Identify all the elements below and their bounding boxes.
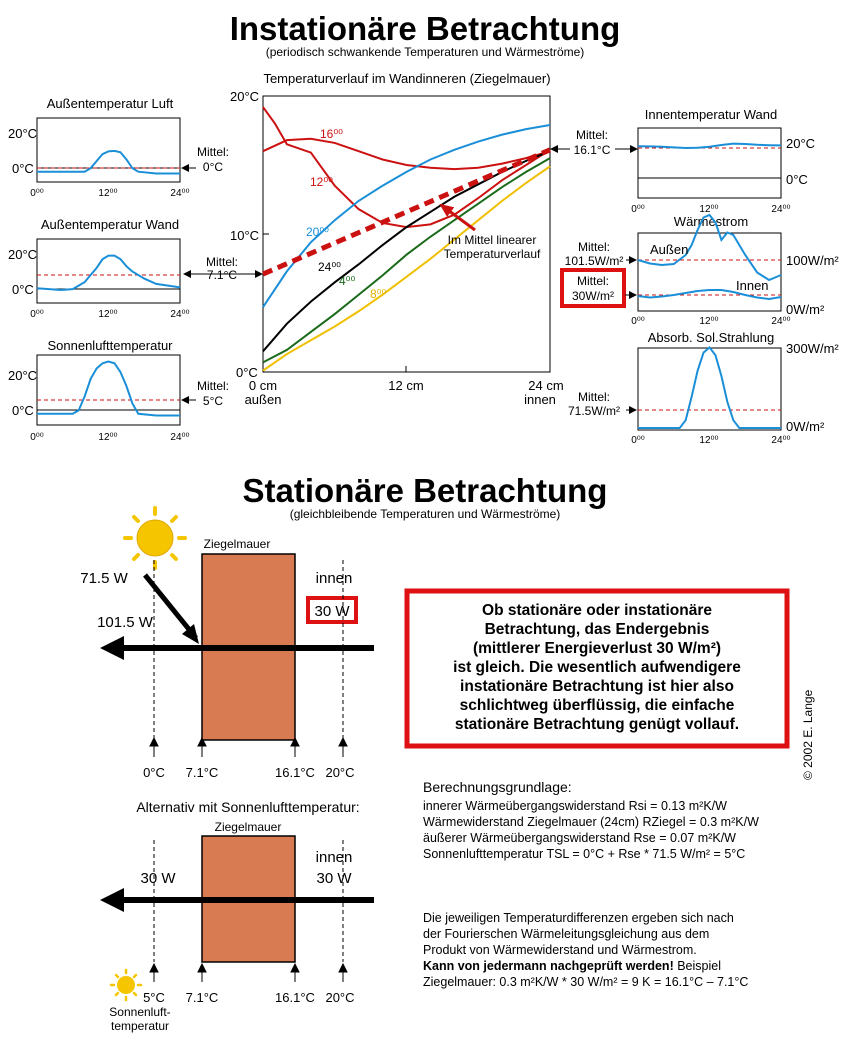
- chart-sonnenluft: [8, 338, 229, 443]
- series-line-1: [263, 107, 550, 227]
- chart-solarstrahlung: [568, 330, 839, 446]
- sun-temp-label: temperatur: [110, 1019, 170, 1033]
- x-tick-label: 24⁰⁰: [771, 435, 791, 446]
- bottom-subtitle: (gleichbleibende Temperaturen und Wärmeströme): [289, 507, 561, 521]
- mean-label: Mittel:: [196, 145, 230, 159]
- mean-label: Mittel:: [577, 240, 611, 254]
- x-tick-label: 24⁰⁰: [170, 309, 190, 320]
- wall-label: Ziegelmauer: [203, 537, 271, 551]
- note-line: Die jeweiligen Temperaturdifferenzen ergeben sich nach: [423, 911, 734, 925]
- x-tick-label: 0 cm: [248, 378, 278, 393]
- x-tick-label: 24⁰⁰: [170, 432, 190, 443]
- note-line: Produkt von Wärmewiderstand und Wärmestrom.: [423, 943, 697, 957]
- chart-title: Außentemperatur Wand: [40, 217, 180, 232]
- calc-line: äußerer Wärmeübergangswiderstand Rse = 0.07 m²K/W: [423, 831, 736, 845]
- x-sub-label: außen: [244, 392, 282, 407]
- calc-line: Wärmewiderstand Ziegelmauer (24cm) RZiegel = 0.3 m²K/W: [423, 815, 759, 829]
- chart-title: Wärmestrom: [673, 214, 749, 229]
- x-tick-label: 24⁰⁰: [170, 188, 190, 199]
- chart-frame: [638, 128, 781, 198]
- curve-label-16: 16⁰⁰: [320, 127, 343, 141]
- y-tick-label: 100W/m²: [786, 253, 839, 268]
- mean-value: 0°C: [202, 160, 224, 174]
- x-sub-label: innen: [524, 392, 556, 407]
- y-tick-label: 20°C: [8, 247, 38, 262]
- note-line: Ziegelmauer: 0.3 m²K/W * 30 W/m² = 9 K = 16.1°C – 7.1°C: [423, 975, 749, 989]
- series-line: [37, 151, 180, 174]
- chart-title: Sonnenlufttemperatur: [47, 338, 173, 353]
- y-tick-label: 0W/m²: [786, 419, 825, 434]
- chart-title: Absorb. Sol.Strahlung: [647, 330, 775, 345]
- small-sun-icon: [111, 970, 141, 1000]
- y-tick-label: 20°C: [230, 89, 260, 104]
- outflow-label: 101.5 W: [97, 614, 153, 631]
- note-rest: Beispiel: [673, 959, 721, 973]
- series-label: Innen: [736, 278, 769, 293]
- curve-label-8: 8⁰⁰: [370, 287, 387, 301]
- mean-value: 30W/m²: [572, 289, 614, 303]
- mean-value: 5°C: [202, 394, 224, 408]
- top-title: Instationäre Betrachtung: [229, 10, 621, 47]
- temp-label: 16.1°C: [275, 990, 315, 1005]
- x-tick-label: 12⁰⁰: [98, 432, 118, 443]
- note-line-bold: [423, 959, 721, 973]
- x-tick-label: 0⁰⁰: [631, 435, 645, 446]
- chart-frame: [638, 348, 781, 430]
- x-tick-label: 12⁰⁰: [699, 435, 719, 446]
- chart-innenwand: [631, 107, 815, 215]
- conclusion-line: stationäre Betrachtung genügt vollauf.: [454, 716, 740, 733]
- y-tick-label: 0°C: [12, 403, 34, 418]
- annotation-line2: Temperaturverlauf: [443, 247, 541, 261]
- solar-label: 71.5 W: [80, 570, 128, 587]
- temp-label: 20°C: [325, 990, 355, 1005]
- temp-label: 0°C: [143, 765, 165, 780]
- note-bold: Kann von jedermann nachgeprüft werden!: [423, 959, 674, 973]
- conclusion-line: instationäre Betrachtung ist hier also: [460, 678, 734, 695]
- explanation-note: [423, 911, 748, 989]
- temp-label: 20°C: [325, 765, 355, 780]
- innen-label: innen: [315, 570, 353, 587]
- annotation-line1: Im Mittel linearer: [447, 233, 537, 247]
- y-tick-label: 0°C: [12, 282, 34, 297]
- x-tick-label: 0⁰⁰: [30, 309, 44, 320]
- curve-label-12: 12⁰⁰: [310, 175, 333, 189]
- x-tick-label: 12⁰⁰: [98, 188, 118, 199]
- calc-line: Sonnenlufttemperatur TSL = 0°C + Rse * 71.5 W/m² = 5°C: [423, 847, 746, 861]
- calc-line: innerer Wärmeübergangswiderstand Rsi = 0.13 m²K/W: [423, 799, 727, 813]
- y-tick-label: 0°C: [236, 365, 258, 380]
- series-line-2: [263, 125, 550, 307]
- temp-label: 7.1°C: [185, 765, 219, 780]
- alt-in-label: 30 W: [316, 870, 352, 887]
- chart-waermestrom: [562, 214, 839, 327]
- x-tick-label: 24 cm: [528, 378, 564, 393]
- y-tick-label: 0W/m²: [786, 302, 825, 317]
- copyright: © 2002 E. Lange: [801, 689, 815, 780]
- conclusion-line: Betrachtung, das Endergebnis: [484, 621, 710, 638]
- x-tick-label: 12⁰⁰: [699, 316, 719, 327]
- mean-value: 101.5W/m²: [564, 254, 624, 268]
- y-tick-label: 20°C: [8, 368, 38, 383]
- mean-label: Mittel:: [577, 390, 611, 404]
- wall-label: Ziegelmauer: [214, 820, 282, 834]
- calculation-basis: [423, 779, 759, 861]
- temp-label: 5°C: [143, 990, 165, 1005]
- mean-value: 71.5W/m²: [567, 404, 621, 418]
- conclusion-line: schlichtweg überflüssig, die einfache: [459, 697, 735, 714]
- curve-label-20: 20⁰⁰: [306, 225, 329, 239]
- x-tick-label: 12⁰⁰: [98, 309, 118, 320]
- calc-title: Berechnungsgrundlage:: [423, 779, 572, 795]
- y-tick-label: 0°C: [12, 161, 34, 176]
- x-tick-label: 12⁰⁰: [699, 204, 719, 215]
- series-line: [638, 144, 781, 148]
- x-tick-label: 0⁰⁰: [30, 188, 44, 199]
- mean-left-value: 7.1°C: [206, 268, 238, 282]
- alt-title: Alternativ mit Sonnenlufttemperatur:: [136, 799, 360, 815]
- alt-out-label: 30 W: [140, 870, 176, 887]
- conclusion-line: Ob stationäre oder instationäre: [482, 602, 712, 619]
- y-tick-label: 20°C: [786, 136, 816, 151]
- temp-label: 7.1°C: [185, 990, 219, 1005]
- bottom-title: Stationäre Betrachtung: [242, 472, 608, 509]
- main-chart-title: Temperaturverlauf im Wandinneren (Ziegelmauer): [263, 71, 551, 86]
- chart-frame: [37, 239, 180, 303]
- y-tick-label: 300W/m²: [786, 341, 839, 356]
- chart-title: Innentemperatur Wand: [644, 107, 778, 122]
- chart-aussenwand: [8, 217, 190, 320]
- main-chart: [184, 71, 637, 407]
- top-subtitle: (periodisch schwankende Temperaturen und Wärmeströme): [265, 45, 585, 59]
- wall-diagram: [80, 508, 374, 780]
- mean-label: Mittel:: [576, 274, 610, 288]
- x-tick-label: 24⁰⁰: [771, 316, 791, 327]
- sun-temp-label: Sonnenluft-: [109, 1005, 171, 1019]
- sun-icon: [125, 508, 185, 568]
- chart-aussenluft: [8, 96, 229, 199]
- curve-label-4: 4⁰⁰: [339, 274, 356, 288]
- x-tick-label: 0⁰⁰: [631, 316, 645, 327]
- mean-left-label: Mittel:: [205, 255, 239, 269]
- series-line-0: [263, 139, 550, 169]
- y-tick-label: 0°C: [786, 172, 808, 187]
- inflow-label: 30 W: [314, 603, 350, 620]
- x-tick-label: 24⁰⁰: [771, 204, 791, 215]
- series-label: Außen: [650, 242, 689, 257]
- series-line-5: [263, 166, 550, 370]
- mean-label: Mittel:: [196, 379, 230, 393]
- x-tick-label: 0⁰⁰: [30, 432, 44, 443]
- conclusion-line: ist gleich. Die wesentlich aufwendigere: [453, 659, 741, 676]
- temp-label: 16.1°C: [275, 765, 315, 780]
- innen-label: innen: [315, 849, 353, 866]
- curve-label-24: 24⁰⁰: [318, 260, 341, 274]
- conclusion-box: [407, 591, 787, 746]
- x-tick-label: 12 cm: [388, 378, 424, 393]
- mean-right-value: 16.1°C: [573, 143, 611, 157]
- series-line: [638, 347, 781, 428]
- conclusion-line: (mittlerer Energieverlust 30 W/m²): [472, 640, 722, 657]
- x-tick-label: 0⁰⁰: [631, 204, 645, 215]
- chart-title: Außentemperatur Luft: [46, 96, 174, 111]
- series-line: [37, 256, 180, 290]
- note-line: der Fourierschen Wärmeleitungsgleichung aus dem: [423, 927, 710, 941]
- y-tick-label: 10°C: [230, 228, 260, 243]
- series-line: [37, 361, 180, 415]
- wall-diagram-alternative: [100, 799, 374, 1033]
- mean-right-label: Mittel:: [575, 128, 609, 142]
- y-tick-label: 20°C: [8, 126, 38, 141]
